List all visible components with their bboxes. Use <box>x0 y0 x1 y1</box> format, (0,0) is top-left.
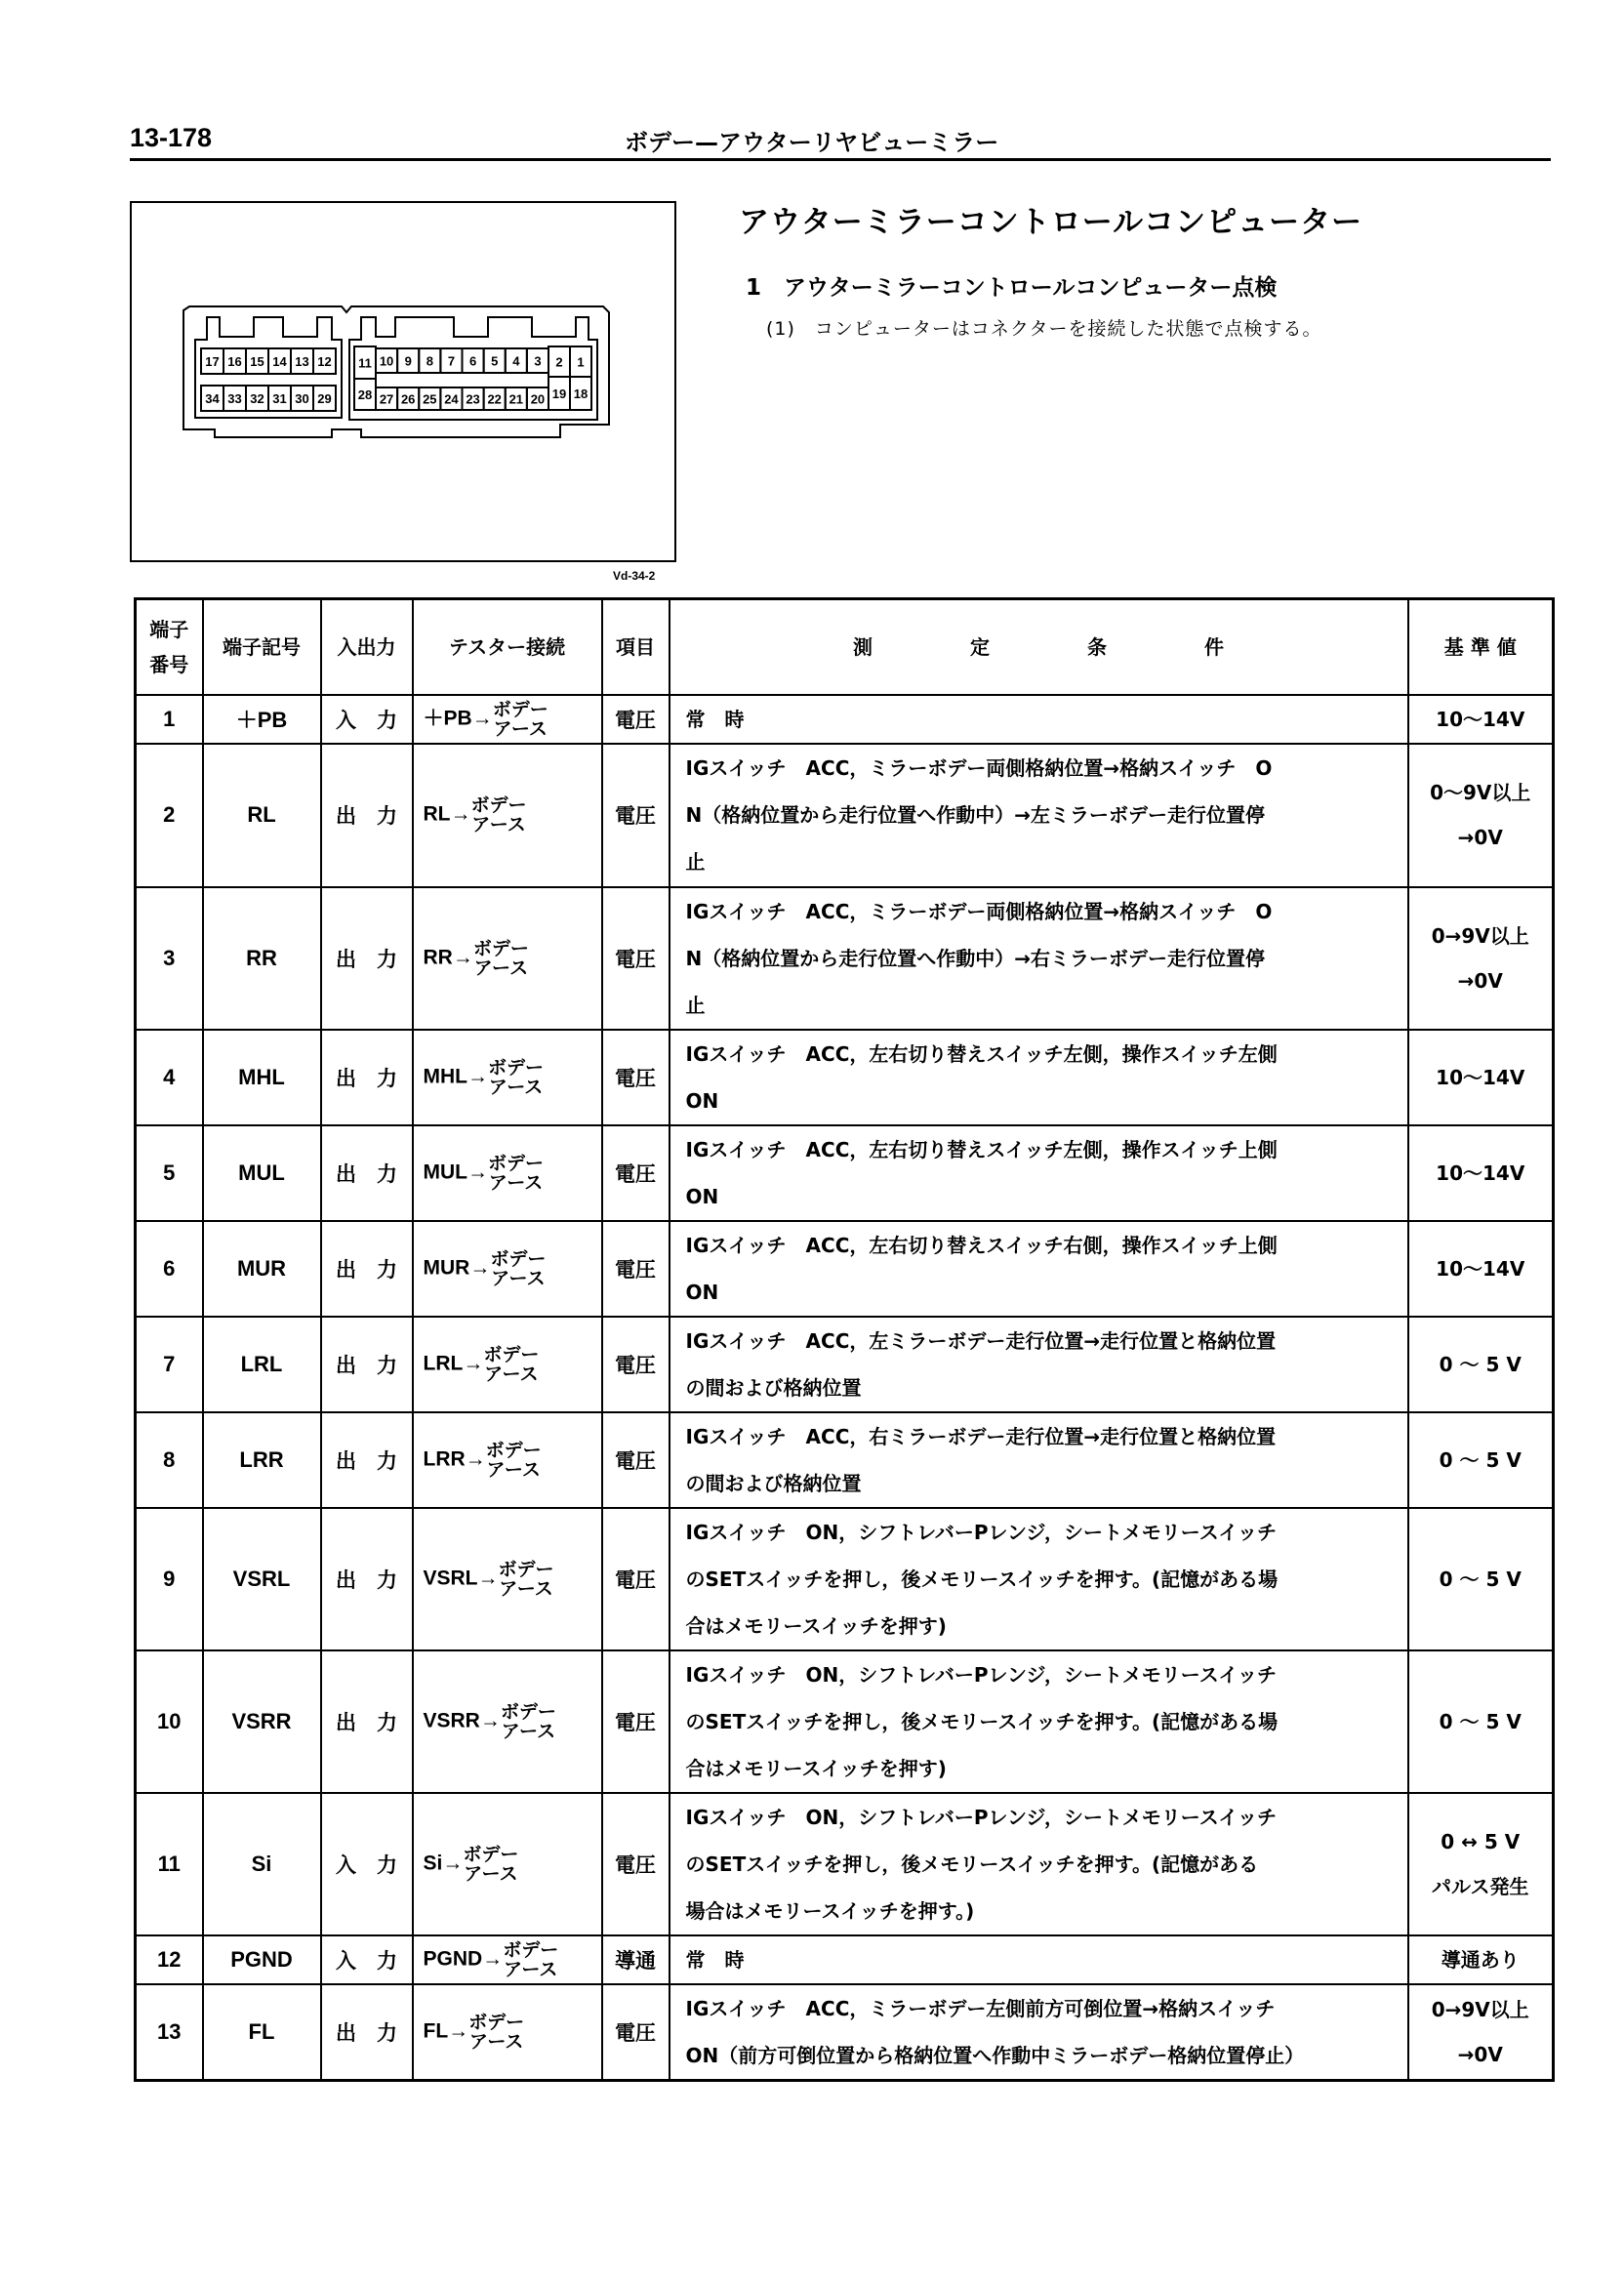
measurement-condition <box>670 1412 1408 1508</box>
io-direction: 入 力 <box>321 1793 413 1935</box>
terminal-symbol: MHL <box>203 1030 321 1125</box>
connector-pin-number: 12 <box>317 354 332 369</box>
header-io: 入出力 <box>321 599 413 695</box>
tester-terminal: VSRL→ <box>423 1567 499 1590</box>
measurement-condition <box>670 1508 1408 1650</box>
terminal-number: 2 <box>136 744 203 887</box>
tester-ground <box>473 939 529 978</box>
standard-value-line: 0 〜 5 V <box>1439 1709 1522 1733</box>
condition-line: 止 <box>685 993 706 1017</box>
table-row <box>136 744 1554 887</box>
measurement-item: 電圧 <box>602 1650 670 1793</box>
connector-diagram <box>176 293 625 468</box>
condition-line: ON <box>685 1280 719 1304</box>
condition-line: のSETスイッチを押し，後メモリースイッチを押す。(記憶がある <box>685 1852 1259 1876</box>
terminal-inspection-table <box>134 597 1555 2082</box>
io-direction: 出 力 <box>321 1125 413 1221</box>
measurement-item: 電圧 <box>602 1508 670 1650</box>
measurement-condition <box>670 1030 1408 1125</box>
tester-ground-bottom: アース <box>484 1363 539 1385</box>
tester-connection <box>413 1221 602 1317</box>
tester-terminal: VSRR→ <box>423 1709 501 1732</box>
connector-pin-number: 29 <box>317 391 332 406</box>
table-row <box>136 1412 1554 1508</box>
standard-value <box>1408 1650 1554 1793</box>
io-direction: 入 力 <box>321 695 413 744</box>
connector-pin-number: 9 <box>404 353 412 369</box>
terminal-symbol: VSRR <box>203 1650 321 1793</box>
standard-value-line: 10〜14V <box>1436 1256 1525 1281</box>
connector-pin-number: 15 <box>250 354 264 369</box>
standard-value-line: →0V <box>1457 826 1503 849</box>
io-direction: 出 力 <box>321 1412 413 1508</box>
tester-terminal: RR→ <box>423 946 473 969</box>
tester-ground-top: ボデー <box>488 1056 545 1079</box>
io-direction: 出 力 <box>321 1650 413 1793</box>
terminal-symbol: VSRL <box>203 1508 321 1650</box>
tester-ground-top: ボデー <box>500 1700 556 1723</box>
tester-ground-bottom: アース <box>501 1720 556 1742</box>
tester-connection <box>413 1508 602 1650</box>
tester-ground <box>468 2013 524 2052</box>
connector-pin-number: 17 <box>205 354 220 369</box>
condition-line: IGスイッチ ACC，右ミラーボデー走行位置→走行位置と格納位置 <box>685 1424 1277 1448</box>
standard-value-line: →0V <box>1457 968 1503 993</box>
tester-ground <box>501 1702 556 1741</box>
io-direction: 出 力 <box>321 887 413 1030</box>
connector-pin-number: 7 <box>447 353 456 369</box>
tester-connection <box>413 1793 602 1935</box>
io-direction: 入 力 <box>321 1935 413 1984</box>
table-row <box>136 887 1554 1030</box>
connector-pin-number: 30 <box>295 391 309 406</box>
standard-value <box>1408 744 1554 887</box>
tester-terminal: RL→ <box>423 802 471 826</box>
tester-terminal: MUR→ <box>423 1256 491 1280</box>
standard-value-line: 0→9V以上 <box>1431 1997 1529 2021</box>
condition-line: IGスイッチ ON，シフトレバーPレンジ，シートメモリースイッチ <box>685 1662 1277 1687</box>
tester-terminal: MUL→ <box>423 1160 488 1184</box>
tester-terminal: PGND→ <box>423 1947 504 1971</box>
tester-ground-top: ボデー <box>492 698 548 720</box>
connector-pin-number: 20 <box>530 391 546 407</box>
connector-pin-number: 14 <box>272 354 287 369</box>
section-title: アウターミラーコントロールコンピューター <box>739 205 1363 240</box>
tester-connection <box>413 887 602 1030</box>
tester-connection <box>413 744 602 887</box>
io-direction: 出 力 <box>321 1508 413 1650</box>
header-item: 項目 <box>602 599 670 695</box>
tester-ground-top: ボデー <box>468 2011 525 2033</box>
tester-ground-top: ボデー <box>498 1558 554 1580</box>
tester-ground-bottom: アース <box>486 1458 541 1481</box>
table-header-row <box>136 599 1554 695</box>
tester-ground-top: ボデー <box>463 1843 519 1865</box>
standard-value <box>1408 1984 1554 2081</box>
terminal-number: 5 <box>136 1125 203 1221</box>
condition-line: の間および格納位置 <box>685 1375 862 1400</box>
measurement-item: 電圧 <box>602 1793 670 1935</box>
tester-ground <box>471 795 527 835</box>
tester-ground <box>483 1345 539 1384</box>
condition-line: IGスイッチ ACC，ミラーボデー両側格納位置→格納スイッチ O <box>685 756 1273 780</box>
header-terminal-number <box>136 599 203 695</box>
header-terminal-symbol: 端子記号 <box>203 599 321 695</box>
condition-line: ON（前方可倒位置から格納位置へ作動中ミラーボデー格納位置停止） <box>685 2043 1305 2067</box>
standard-value-line: 10〜14V <box>1436 1065 1525 1089</box>
standard-value-line: 10〜14V <box>1436 1160 1525 1185</box>
measurement-item: 電圧 <box>602 1317 670 1412</box>
connector-pin-number: 25 <box>423 391 437 407</box>
table-row <box>136 1030 1554 1125</box>
table-row <box>136 1508 1554 1650</box>
standard-value-line: 導通あり <box>1441 1947 1520 1972</box>
measurement-item: 電圧 <box>602 1984 670 2081</box>
connector-pin-number: 26 <box>400 391 416 407</box>
tester-connection <box>413 1030 602 1125</box>
terminal-symbol: RR <box>203 887 321 1030</box>
tester-terminal: LRR→ <box>423 1447 486 1471</box>
tester-connection <box>413 1125 602 1221</box>
measurement-condition <box>670 1935 1408 1984</box>
measurement-item: 電圧 <box>602 887 670 1030</box>
condition-line: の間および格納位置 <box>685 1471 862 1495</box>
terminal-symbol: PGND <box>203 1935 321 1984</box>
running-title: ボデー—アウターリヤビューミラー <box>625 129 999 156</box>
terminal-number: 9 <box>136 1508 203 1650</box>
tester-ground-top: ボデー <box>490 1247 547 1270</box>
standard-value <box>1408 695 1554 744</box>
tester-ground <box>503 1940 558 1979</box>
standard-value <box>1408 887 1554 1030</box>
tester-ground-bottom: アース <box>493 717 548 740</box>
measurement-condition <box>670 1125 1408 1221</box>
terminal-symbol: MUL <box>203 1125 321 1221</box>
connector-pin-number: 2 <box>555 354 563 370</box>
condition-line: ON <box>685 1088 719 1113</box>
tester-connection <box>413 1317 602 1412</box>
connector-pin-number: 16 <box>227 354 242 369</box>
io-direction: 出 力 <box>321 1984 413 2081</box>
connector-pin-number: 22 <box>487 391 502 407</box>
tester-ground-bottom: アース <box>491 1267 546 1289</box>
connector-pin-number: 8 <box>426 353 433 369</box>
tester-ground-top: ボデー <box>488 1152 545 1174</box>
connector-pin-number: 24 <box>444 391 459 407</box>
condition-line: 常 時 <box>685 1947 745 1972</box>
tester-ground <box>486 1441 542 1480</box>
tester-ground-bottom: アース <box>464 1862 518 1885</box>
terminal-symbol: FL <box>203 1984 321 2081</box>
io-direction: 出 力 <box>321 1221 413 1317</box>
sub-section-title: 1 アウターミラーコントロールコンピューター点検 <box>746 275 1278 301</box>
io-direction: 出 力 <box>321 1317 413 1412</box>
condition-line: のSETスイッチを押し，後メモリースイッチを押す。(記憶がある場 <box>685 1567 1279 1591</box>
connector-pin-number: 28 <box>357 387 373 402</box>
condition-line: 合はメモリースイッチを押す) <box>685 1613 947 1638</box>
standard-value-line: 0→9V以上 <box>1431 923 1529 948</box>
standard-value-line: 0 〜 5 V <box>1439 1567 1522 1591</box>
measurement-item: 導通 <box>602 1935 670 1984</box>
standard-value-line: 0 〜 5 V <box>1439 1352 1522 1376</box>
terminal-symbol: Si <box>203 1793 321 1935</box>
terminal-symbol: MUR <box>203 1221 321 1317</box>
measurement-condition <box>670 1650 1408 1793</box>
terminal-number: 12 <box>136 1935 203 1984</box>
terminal-number: 13 <box>136 1984 203 2081</box>
table-row <box>136 1984 1554 2081</box>
page-number: 13-178 <box>130 123 213 152</box>
condition-line: のSETスイッチを押し，後メモリースイッチを押す。(記憶がある場 <box>685 1709 1279 1733</box>
connector-pin-number: 3 <box>534 353 542 369</box>
connector-pin-number: 21 <box>508 391 524 407</box>
tester-ground <box>490 1249 546 1288</box>
tester-ground-bottom: アース <box>488 1076 544 1098</box>
connector-pin-number: 34 <box>205 391 220 406</box>
connector-pin-number: 10 <box>379 353 394 369</box>
header-standard-value: 基 準 値 <box>1408 599 1554 695</box>
tester-ground-bottom: アース <box>503 1958 558 1980</box>
measurement-item: 電圧 <box>602 1221 670 1317</box>
terminal-number: 11 <box>136 1793 203 1935</box>
tester-connection <box>413 695 602 744</box>
tester-ground-bottom: アース <box>473 957 529 979</box>
tester-connection <box>413 1650 602 1793</box>
condition-line: ON <box>685 1184 719 1208</box>
condition-line: 止 <box>685 850 706 874</box>
measurement-item: 電圧 <box>602 744 670 887</box>
table-row <box>136 1317 1554 1412</box>
measurement-condition <box>670 1317 1408 1412</box>
terminal-number: 10 <box>136 1650 203 1793</box>
standard-value <box>1408 1793 1554 1935</box>
tester-terminal: LRL→ <box>423 1352 484 1375</box>
condition-line: IGスイッチ ACC，ミラーボデー左側前方可倒位置→格納スイッチ <box>685 1996 1276 2020</box>
connector-pin-number: 19 <box>551 387 567 401</box>
table-row <box>136 1125 1554 1221</box>
connector-pin-number: 6 <box>468 353 477 369</box>
terminal-number: 7 <box>136 1317 203 1412</box>
condition-line: 場合はメモリースイッチを押す。) <box>685 1898 975 1923</box>
tester-terminal: Si→ <box>423 1852 464 1875</box>
standard-value <box>1408 1221 1554 1317</box>
terminal-number: 8 <box>136 1412 203 1508</box>
connector-pin-number: 27 <box>379 391 394 407</box>
standard-value <box>1408 1412 1554 1508</box>
inspection-note: (1) コンピューターはコネクターを接続した状態で点検する。 <box>766 318 1322 340</box>
standard-value-line: 10〜14V <box>1436 707 1525 731</box>
measurement-condition <box>670 1793 1408 1935</box>
standard-value <box>1408 1030 1554 1125</box>
tester-ground-top: ボデー <box>470 794 527 816</box>
tester-connection <box>413 1984 602 2081</box>
table-row <box>136 1935 1554 1984</box>
terminal-symbol: RL <box>203 744 321 887</box>
connector-pin-number: 4 <box>512 353 520 369</box>
measurement-item: 電圧 <box>602 1125 670 1221</box>
tester-ground-top: ボデー <box>485 1439 542 1461</box>
terminal-number: 6 <box>136 1221 203 1317</box>
header-condition: 測 定 条 件 <box>670 599 1408 695</box>
measurement-condition <box>670 887 1408 1030</box>
measurement-item: 電圧 <box>602 1030 670 1125</box>
condition-line: N（格納位置から走行位置へ作動中）→左ミラーボデー走行位置停 <box>685 803 1265 827</box>
tester-ground <box>488 1058 544 1097</box>
header-no-line1: 端子 <box>149 617 189 641</box>
condition-line: 合はメモリースイッチを押す) <box>685 1756 947 1780</box>
standard-value <box>1408 1935 1554 1984</box>
tester-ground-top: ボデー <box>483 1343 540 1365</box>
table-row <box>136 1650 1554 1793</box>
measurement-condition <box>670 1221 1408 1317</box>
standard-value-line: パルス発生 <box>1432 1874 1529 1898</box>
standard-value <box>1408 1125 1554 1221</box>
tester-terminal: ＋PB→ <box>423 707 493 730</box>
table-row <box>136 1221 1554 1317</box>
tester-ground <box>488 1154 544 1193</box>
condition-line: IGスイッチ ON，シフトレバーPレンジ，シートメモリースイッチ <box>685 1805 1277 1829</box>
connector-pin-number: 33 <box>227 391 242 406</box>
connector-pin-number: 13 <box>295 354 309 369</box>
header-divider <box>130 158 1551 161</box>
io-direction: 出 力 <box>321 744 413 887</box>
table-row <box>136 1793 1554 1935</box>
tester-ground-top: ボデー <box>503 1938 559 1961</box>
tester-terminal: MHL→ <box>423 1065 488 1088</box>
tester-ground-bottom: アース <box>499 1577 553 1600</box>
tester-connection <box>413 1412 602 1508</box>
header-no-line2: 番号 <box>149 652 189 676</box>
connector-pin-number: 18 <box>573 387 589 401</box>
io-direction: 出 力 <box>321 1030 413 1125</box>
tester-terminal: FL→ <box>423 2019 469 2043</box>
condition-line: IGスイッチ ACC，左右切り替えスイッチ右側，操作スイッチ上側 <box>685 1233 1278 1257</box>
tester-ground <box>499 1560 554 1599</box>
measurement-item: 電圧 <box>602 695 670 744</box>
tester-ground-bottom: アース <box>468 2030 524 2053</box>
terminal-symbol: LRR <box>203 1412 321 1508</box>
condition-line: IGスイッチ ON，シフトレバーPレンジ，シートメモリースイッチ <box>685 1520 1277 1544</box>
condition-line: IGスイッチ ACC，左右切り替えスイッチ左側，操作スイッチ左側 <box>685 1041 1278 1066</box>
tester-ground <box>463 1845 518 1884</box>
tester-ground-bottom: アース <box>471 814 526 835</box>
condition-line: N（格納位置から走行位置へ作動中）→右ミラーボデー走行位置停 <box>685 946 1265 970</box>
table-row <box>136 695 1554 744</box>
tester-ground <box>493 700 548 739</box>
tester-connection <box>413 1935 602 1984</box>
standard-value <box>1408 1508 1554 1650</box>
measurement-condition <box>670 695 1408 744</box>
connector-pin-number: 31 <box>272 391 287 406</box>
terminal-symbol: ＋PB <box>203 695 321 744</box>
condition-line: IGスイッチ ACC，ミラーボデー両側格納位置→格納スイッチ O <box>685 899 1273 923</box>
standard-value-line: 0 〜 5 V <box>1439 1447 1522 1472</box>
terminal-number: 3 <box>136 887 203 1030</box>
condition-line: IGスイッチ ACC，左右切り替えスイッチ左側，操作スイッチ上側 <box>685 1137 1278 1161</box>
measurement-item: 電圧 <box>602 1412 670 1508</box>
tester-ground-bottom: アース <box>488 1171 544 1194</box>
connector-pin-number: 32 <box>250 391 264 406</box>
standard-value-line: 0〜9V以上 <box>1430 781 1531 804</box>
tester-ground-top: ボデー <box>472 937 529 959</box>
connector-pin-number: 23 <box>466 391 480 407</box>
condition-line: 常 時 <box>685 707 745 731</box>
figure-code: Vd-34-2 <box>613 569 656 583</box>
connector-pin-number: 5 <box>491 353 499 369</box>
terminal-symbol: LRL <box>203 1317 321 1412</box>
standard-value-line: 0 ↔ 5 V <box>1441 1829 1521 1853</box>
connector-pin-number: 11 <box>358 355 372 371</box>
condition-line: IGスイッチ ACC，左ミラーボデー走行位置→走行位置と格納位置 <box>685 1328 1277 1353</box>
connector-pin-number: 1 <box>577 354 585 370</box>
standard-value-line: →0V <box>1457 2042 1503 2066</box>
header-tester-connection: テスター接続 <box>413 599 602 695</box>
measurement-condition <box>670 744 1408 887</box>
terminal-number: 1 <box>136 695 203 744</box>
measurement-condition <box>670 1984 1408 2081</box>
standard-value <box>1408 1317 1554 1412</box>
terminal-number: 4 <box>136 1030 203 1125</box>
